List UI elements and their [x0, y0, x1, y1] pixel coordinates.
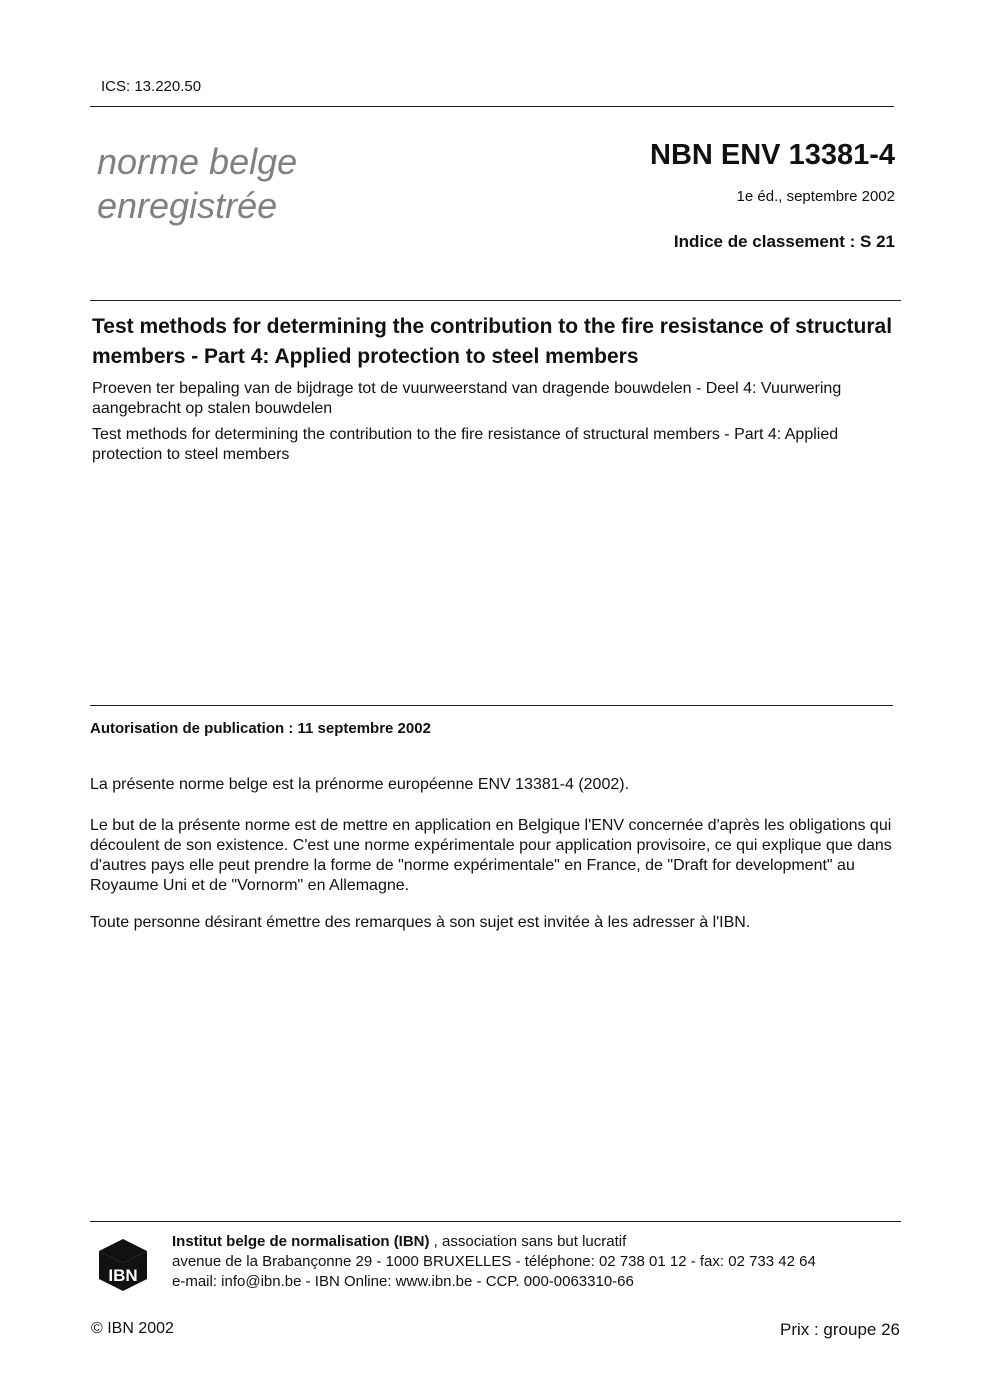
institute-address: avenue de la Brabançonne 29 - 1000 BRUXELLES - téléphone: 02 738 01 12 - fax: 02 733 42 64	[172, 1253, 816, 1270]
institute-suffix: , association sans but lucratif	[429, 1233, 627, 1250]
brand-line-2: enregistrée	[97, 185, 278, 226]
brand-title	[97, 140, 297, 228]
standard-number: NBN ENV 13381-4	[650, 139, 895, 171]
paragraph-3: Toute personne désirant émettre des remarques à son sujet est invitée à les adresser à l'IBN.	[90, 914, 751, 931]
paragraph-2: Le but de la présente norme est de mettre en application en Belgique l'ENV concernée d'après les obligations qui découlent de son existence. C'est une norme expérimentale pour application provisoire, ce qui explique que dans d'autres pays elle peut prendre la forme de "norme expérimentale" en France, de "Draft for development" au Royaume Uni et de "Vornorm" en Allemagne.	[90, 817, 892, 894]
price-group: Prix : groupe 26	[779, 1320, 900, 1339]
ics-code: ICS: 13.220.50	[101, 78, 202, 95]
classification-index: Indice de classement : S 21	[673, 232, 895, 251]
header-rule	[90, 106, 894, 107]
english-title: Test methods for determining the contribution to the fire resistance of structural members - Part 4: Applied protection to steel members	[92, 426, 839, 463]
institute-name: Institut belge de normalisation (IBN)	[172, 1233, 430, 1250]
brand-line-1: norme belge	[97, 141, 298, 182]
title-bottom-rule	[90, 705, 893, 706]
logo-letters: IBN	[108, 1266, 138, 1285]
paragraph-1: La présente norme belge est la prénorme européenne ENV 13381-4 (2002).	[90, 776, 630, 793]
institute-contact: e-mail: info@ibn.be - IBN Online: www.ibn.be - CCP. 000-0063310-66	[172, 1273, 634, 1290]
dutch-title: Proeven ter bepaling van de bijdrage tot de vuurweerstand van dragende bouwdelen - Deel 4: Vuurwering aangebracht op stalen bouwdelen	[92, 380, 842, 417]
copyright: © IBN 2002	[91, 1320, 174, 1337]
edition-date: 1e éd., septembre 2002	[736, 188, 895, 205]
ibn-logo-icon	[97, 1237, 149, 1293]
institute-info	[172, 1232, 816, 1292]
institute-line	[172, 1232, 816, 1252]
publication-authorisation: Autorisation de publication : 11 septembre 2002	[90, 720, 431, 737]
main-title: Test methods for determining the contribution to the fire resistance of structural members - Part 4: Applied protection to steel members	[92, 315, 893, 368]
title-top-rule	[90, 300, 901, 301]
footer-rule	[90, 1221, 901, 1222]
